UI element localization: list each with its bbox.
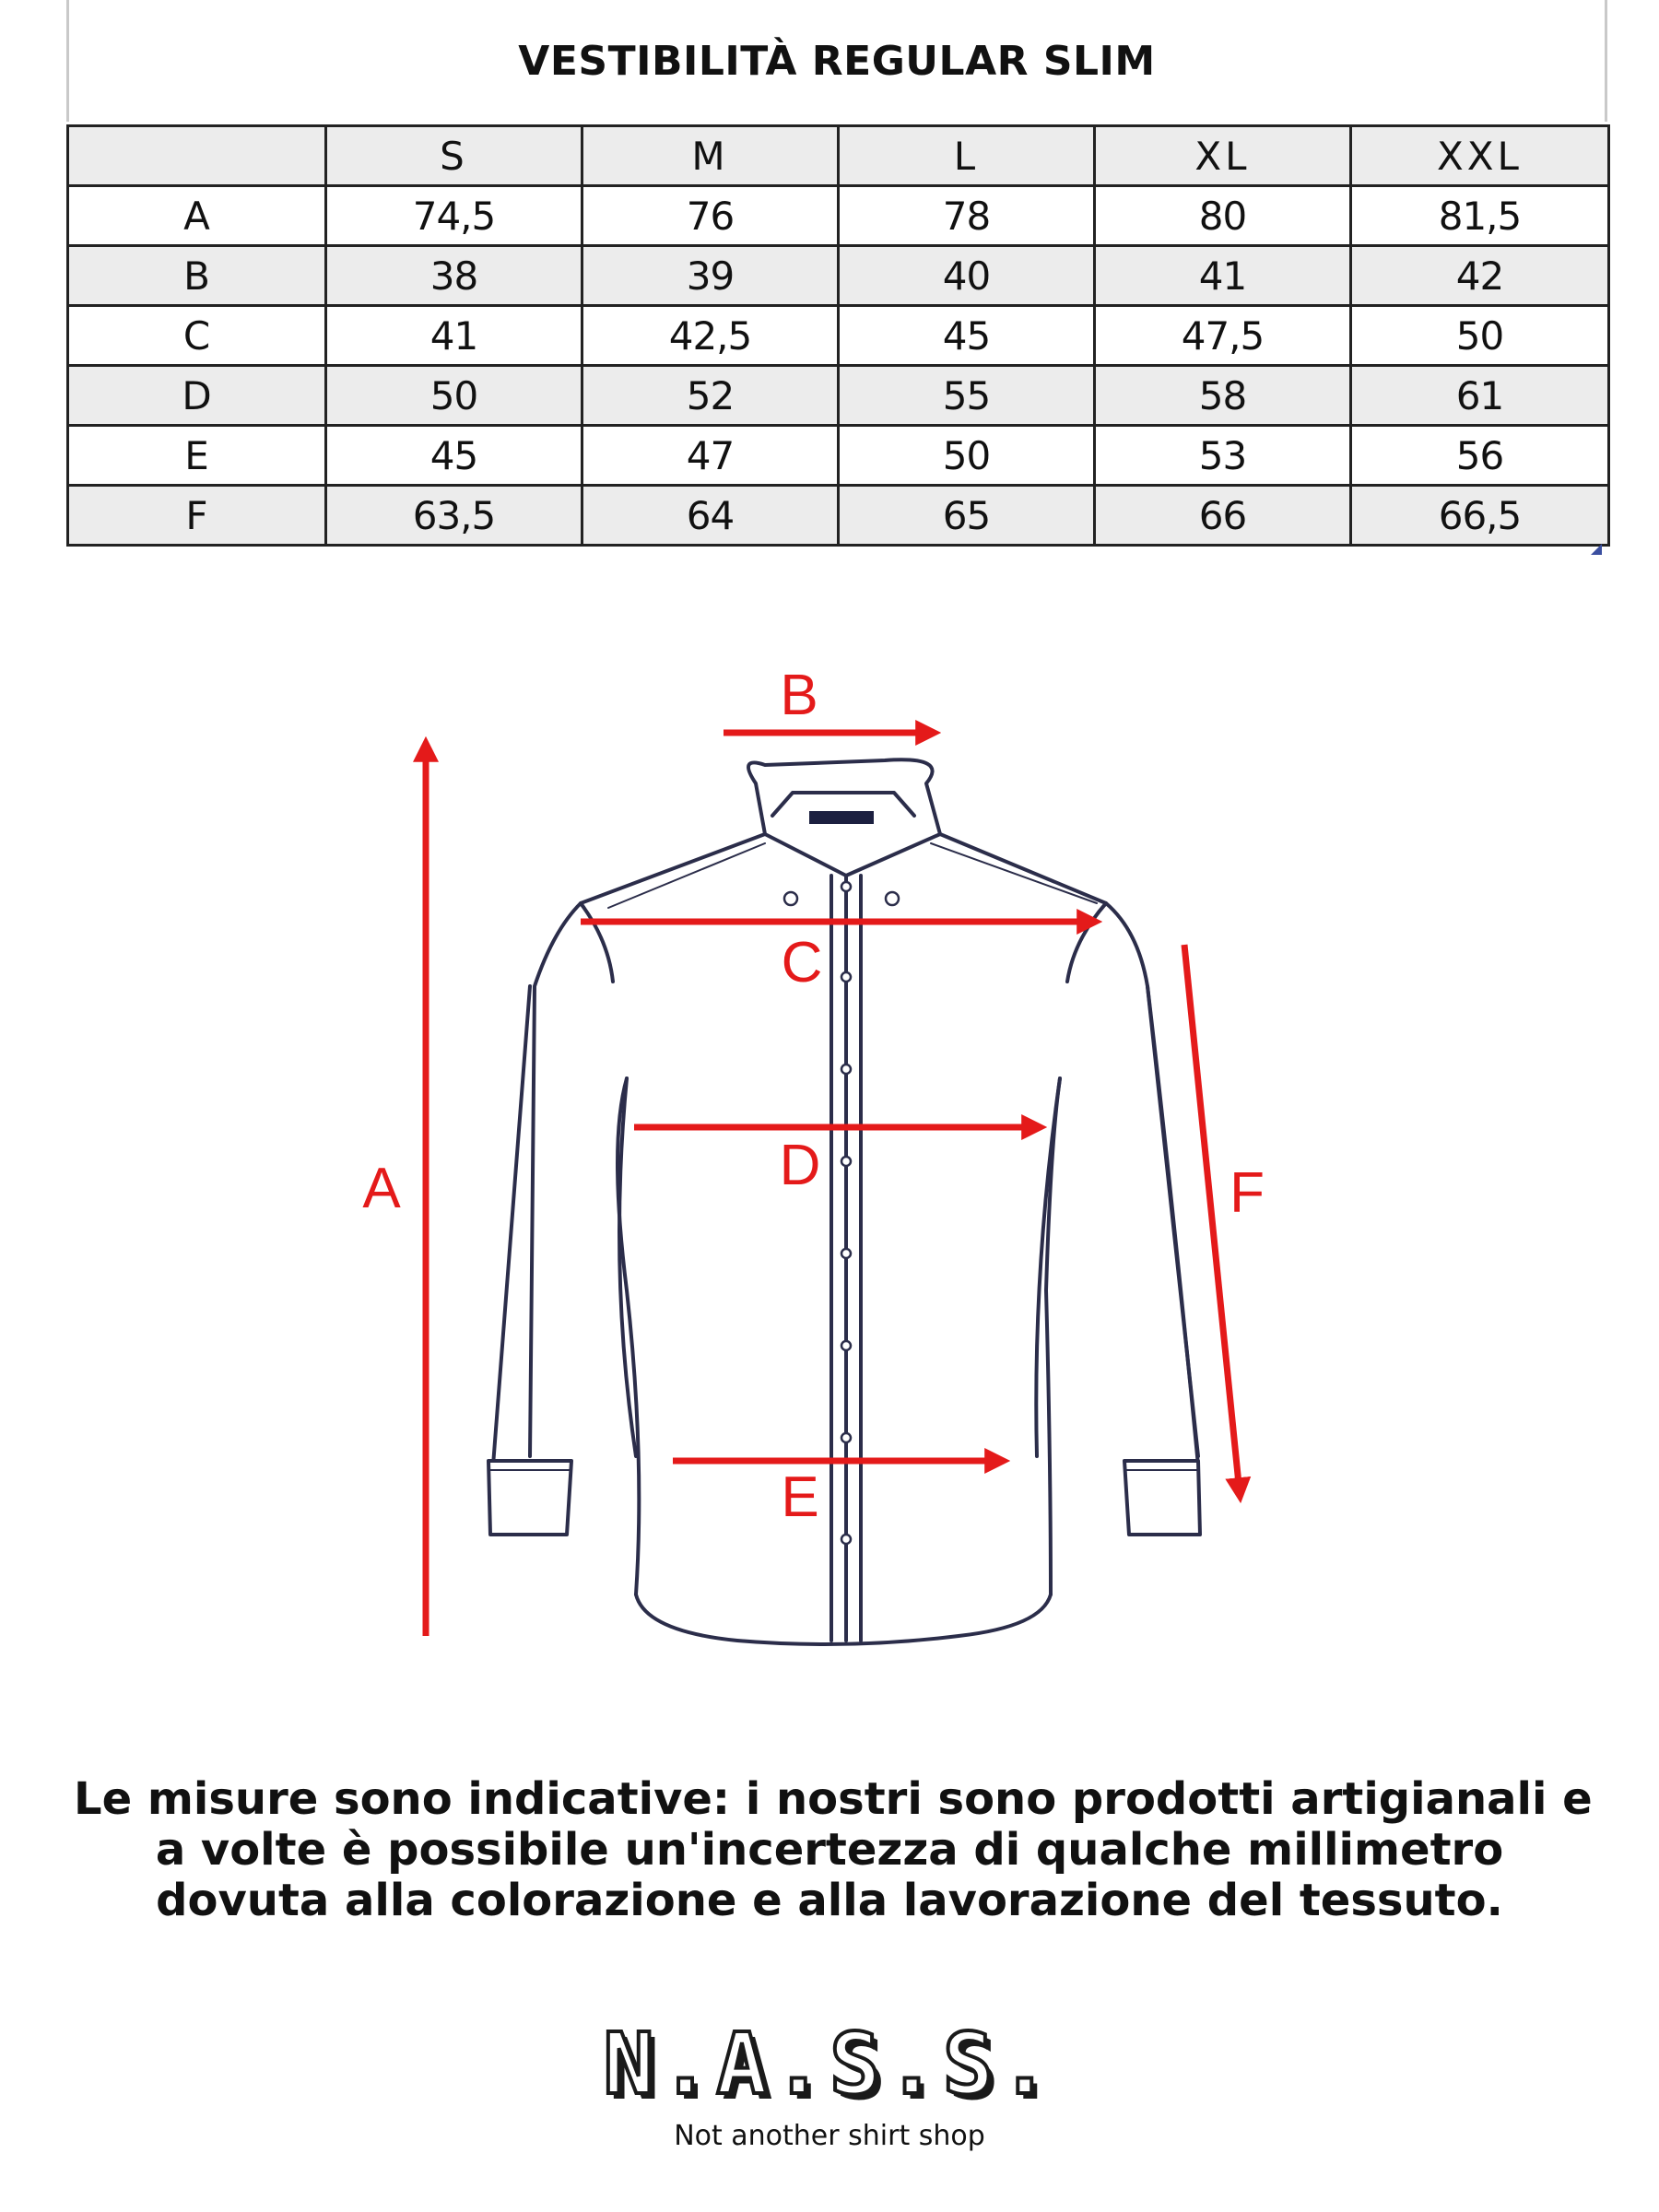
row-label: E — [68, 426, 326, 486]
table-cell: 74,5 — [326, 186, 582, 246]
table-cell: 55 — [839, 366, 1095, 426]
table-cell: 66,5 — [1351, 486, 1609, 546]
table-cell: 58 — [1095, 366, 1351, 426]
row-label: B — [68, 246, 326, 306]
table-cell: 64 — [582, 486, 839, 546]
row-label: D — [68, 366, 326, 426]
table-cell: 53 — [1095, 426, 1351, 486]
logo-wordmark: N.A.S.S. — [603, 2015, 1056, 2113]
table-cell: 41 — [326, 306, 582, 366]
table-header-cell: L — [839, 126, 1095, 186]
table-header-cell: M — [582, 126, 839, 186]
table-cell: 39 — [582, 246, 839, 306]
table-header-empty — [68, 126, 326, 186]
table-cell: 52 — [582, 366, 839, 426]
table-cell: 66 — [1095, 486, 1351, 546]
table-cell: 40 — [839, 246, 1095, 306]
table-cell: 50 — [326, 366, 582, 426]
table-header-cell: S — [326, 126, 582, 186]
table-cell: 65 — [839, 486, 1095, 546]
collar-label-icon — [809, 811, 874, 824]
label-b: B — [780, 664, 818, 727]
label-d: D — [779, 1134, 821, 1197]
chart-title: VESTIBILITÀ REGULAR SLIM — [518, 37, 1156, 85]
table-cell: 76 — [582, 186, 839, 246]
table-cell: 50 — [1351, 306, 1609, 366]
table-row — [68, 426, 1609, 486]
table-row — [68, 306, 1609, 366]
row-label: A — [68, 186, 326, 246]
brand-logo — [553, 2015, 1106, 2152]
table-cell: 81,5 — [1351, 186, 1609, 246]
logo-tagline: Not another shirt shop — [674, 2120, 985, 2152]
table-cell: 61 — [1351, 366, 1609, 426]
label-a: A — [362, 1157, 401, 1220]
table-row — [68, 186, 1609, 246]
table-cell: 50 — [839, 426, 1095, 486]
table-header-cell: XL — [1095, 126, 1351, 186]
note-line: Le misure sono indicative: i nostri sono prodotti artigianali e — [74, 1773, 1593, 1825]
table-cell: 47,5 — [1095, 306, 1351, 366]
label-c: C — [781, 931, 823, 994]
table-cell: 63,5 — [326, 486, 582, 546]
table-row — [68, 486, 1609, 546]
size-table — [66, 124, 1610, 547]
label-e: E — [781, 1465, 819, 1529]
shirt-diagram — [0, 627, 1659, 1687]
shirt-outline — [488, 759, 1200, 1644]
table-header-cell: XXL — [1351, 126, 1609, 186]
table-cell: 47 — [582, 426, 839, 486]
table-cell: 42,5 — [582, 306, 839, 366]
label-f: F — [1230, 1161, 1265, 1225]
table-cell: 45 — [326, 426, 582, 486]
table-cell: 45 — [839, 306, 1095, 366]
note-line: a volte è possibile un'incertezza di qualche millimetro — [155, 1824, 1504, 1876]
table-cell: 78 — [839, 186, 1095, 246]
table-header-row — [68, 126, 1609, 186]
row-label: F — [68, 486, 326, 546]
table-cell: 41 — [1095, 246, 1351, 306]
chart-title-box — [66, 0, 1607, 122]
row-label: C — [68, 306, 326, 366]
table-cell: 56 — [1351, 426, 1609, 486]
disclaimer-note — [74, 1773, 1593, 1926]
table-row — [68, 246, 1609, 306]
table-cell: 38 — [326, 246, 582, 306]
table-row — [68, 366, 1609, 426]
table-cell: 42 — [1351, 246, 1609, 306]
table-cell: 80 — [1095, 186, 1351, 246]
note-line: dovuta alla colorazione e alla lavorazione del tessuto. — [156, 1875, 1503, 1926]
